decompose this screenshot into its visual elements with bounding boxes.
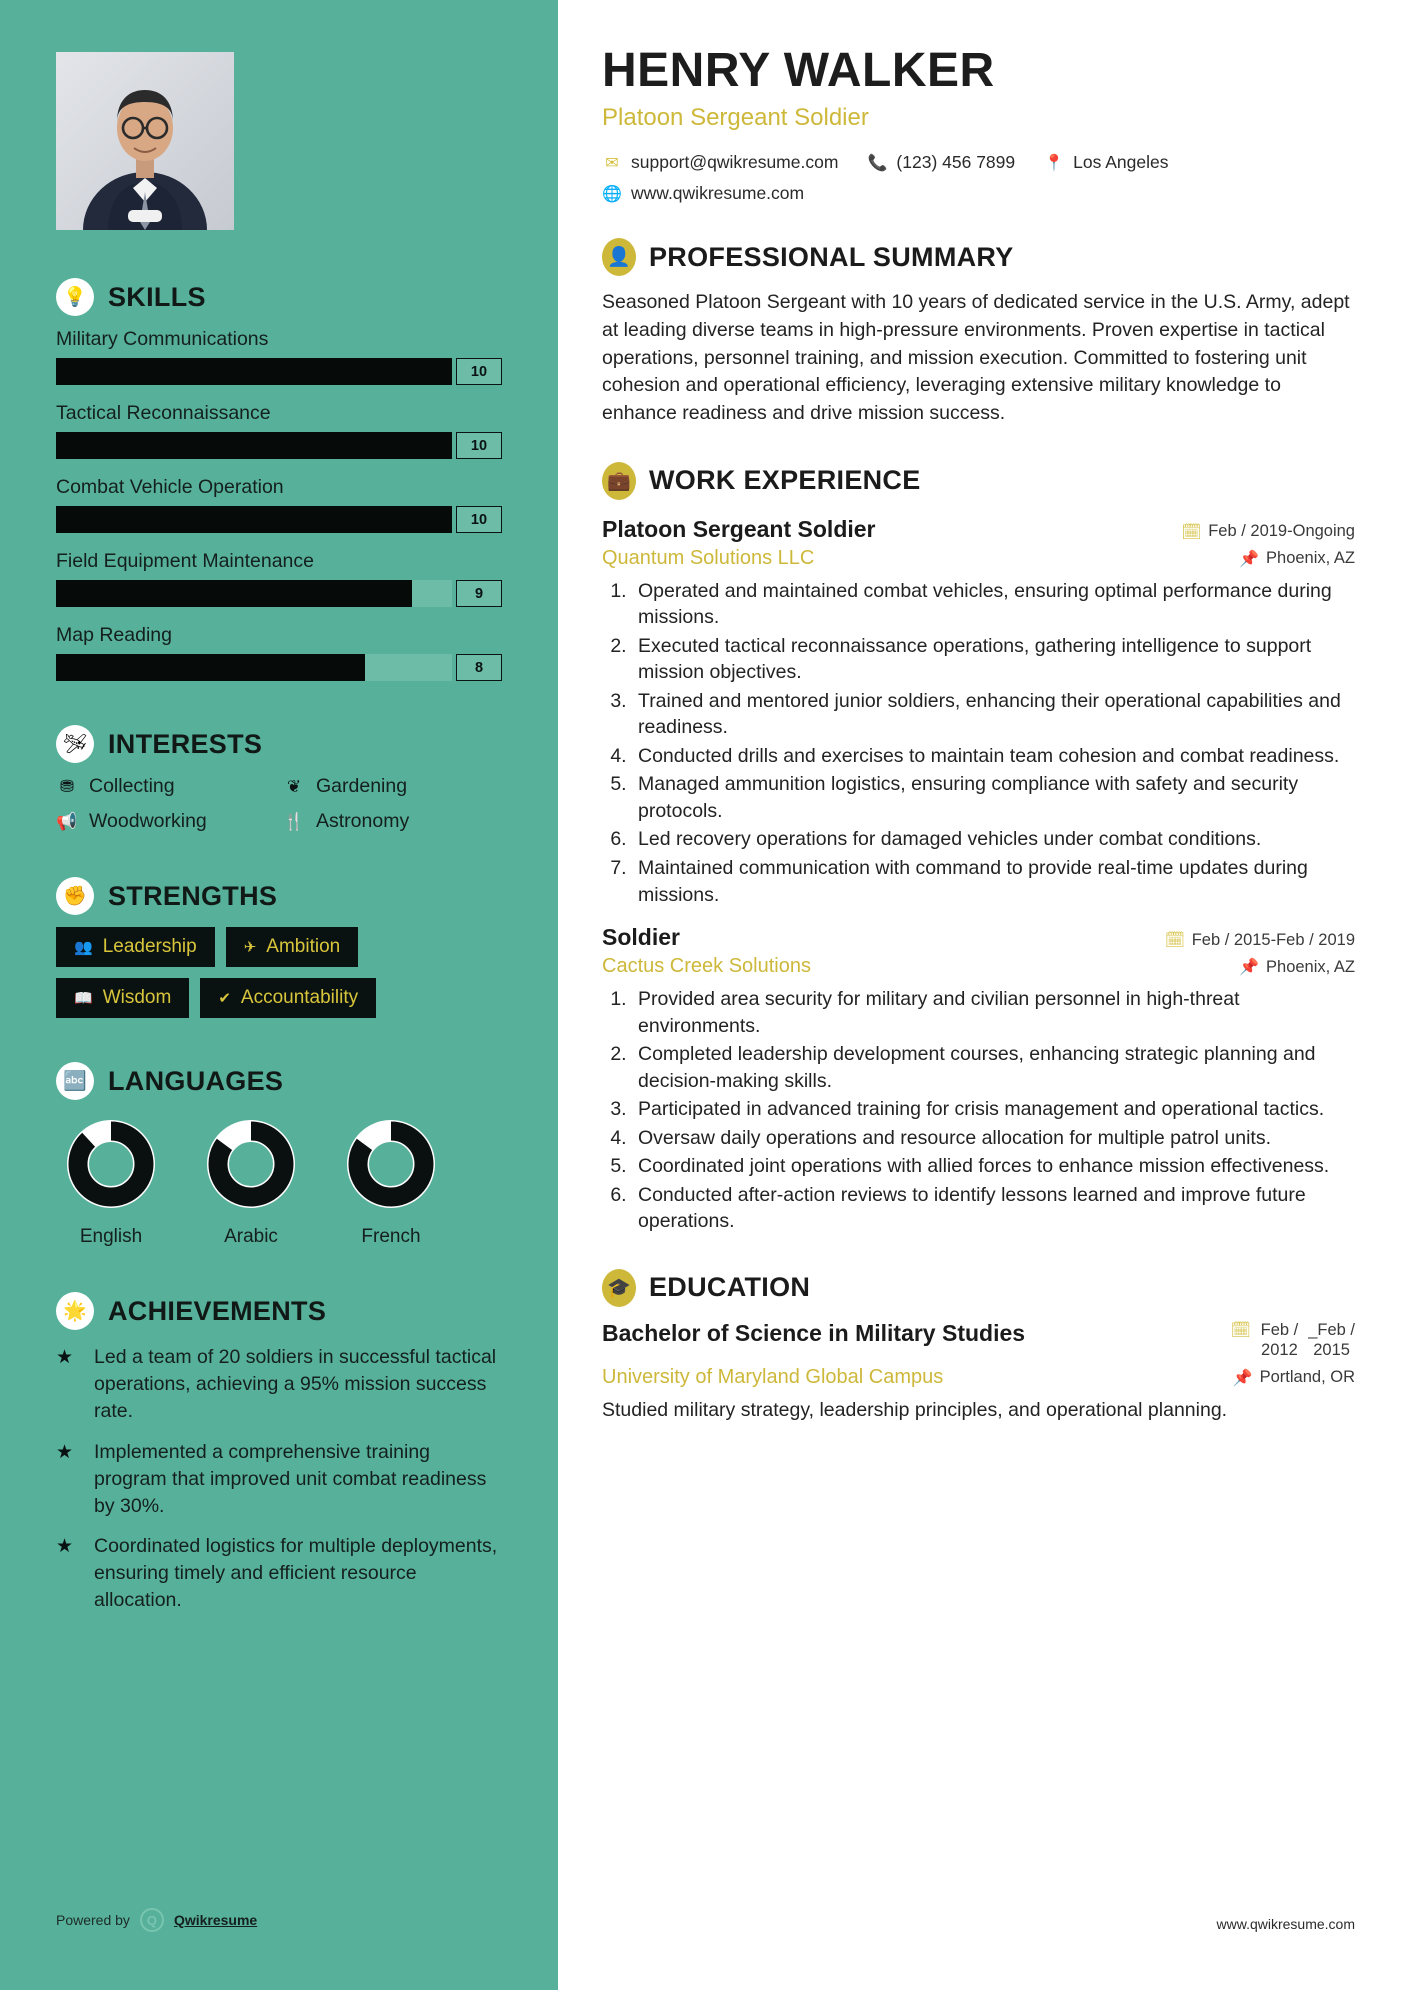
strengths-section <box>56 877 502 1018</box>
skill-bar-row <box>56 506 502 533</box>
book-icon: 📖 <box>74 990 93 1007</box>
interests-list <box>56 775 502 833</box>
languages-title: LANGUAGES <box>108 1065 284 1096</box>
language-item <box>196 1116 306 1248</box>
sidebar-footer <box>56 1908 257 1932</box>
office-chair-icon: 💼 <box>602 462 636 500</box>
strengths-header <box>56 877 502 915</box>
job-bullet: 7. Maintained communication with command to provide real-time updates during missions. <box>632 855 1355 908</box>
map-pin-icon: 📌 <box>1232 1369 1253 1387</box>
interest-label: Woodworking <box>89 810 207 832</box>
strength-chip <box>56 978 189 1018</box>
users-icon: 👥 <box>74 939 93 956</box>
sidebar <box>0 0 558 1990</box>
skill-value: 10 <box>456 432 502 459</box>
check-circle-icon: ✔ <box>218 990 231 1007</box>
school-name: University of Maryland Global Campus <box>602 1365 944 1388</box>
phone-value: (123) 456 7899 <box>896 152 1016 173</box>
achievement-text: Implemented a comprehensive training program that improved unit combat readiness by 30%. <box>94 1440 487 1517</box>
skill-label: Field Equipment Maintenance <box>56 550 314 572</box>
strength-label: Wisdom <box>102 987 172 1008</box>
skill-label: Combat Vehicle Operation <box>56 476 284 498</box>
paper-plane-icon: 🛩 <box>56 725 94 763</box>
skill-fill <box>56 654 365 681</box>
language-donut <box>203 1116 299 1212</box>
shooting-star-icon: ★ <box>56 1536 74 1558</box>
work-title: WORK EXPERIENCE <box>649 465 921 496</box>
graduation-icon: 🎓 <box>602 1269 636 1307</box>
skill-track <box>56 358 452 385</box>
achievement-item <box>56 1533 502 1614</box>
job-entry <box>602 924 1355 1235</box>
achievements-title: ACHIEVEMENTS <box>108 1295 327 1326</box>
avatar <box>56 52 234 230</box>
job-title: Soldier <box>602 924 680 951</box>
interest-item <box>56 810 275 833</box>
summary-header <box>602 238 1355 276</box>
interests-header <box>56 725 502 763</box>
interest-label: Astronomy <box>316 810 410 832</box>
phone-item[interactable] <box>867 152 1015 173</box>
languages-header <box>56 1062 502 1100</box>
education-header <box>602 1269 1355 1307</box>
achievements-list <box>56 1344 502 1614</box>
skill-track <box>56 432 452 459</box>
job-role-subtitle: Platoon Sergeant Soldier <box>602 104 869 132</box>
strength-chip <box>200 978 376 1018</box>
language-item <box>336 1116 446 1248</box>
job-sub <box>602 955 1355 978</box>
skill-item <box>56 476 502 533</box>
job-bullet: 2. Executed tactical reconnaissance operations, gathering intelligence to support mission objectives. <box>632 633 1355 686</box>
education-description: Studied military strategy, leadership principles, and operational planning. <box>602 1398 1228 1421</box>
strength-label: Ambition <box>266 936 341 957</box>
job-entry <box>602 516 1355 908</box>
language-item <box>56 1116 166 1248</box>
education-location <box>1233 1368 1355 1388</box>
interests-title: INTERESTS <box>108 728 263 759</box>
job-bullet: 4. Conducted drills and exercises to maintain team cohesion and combat readiness. <box>632 743 1355 770</box>
work-header <box>602 462 1355 500</box>
education-end-month: _Feb / <box>1308 1320 1355 1339</box>
skill-bar-row <box>56 580 502 607</box>
job-bullet: 5. Managed ammunition logistics, ensuring compliance with safety and security protocols. <box>632 771 1355 824</box>
email-value: support@qwikresume.com <box>631 152 839 173</box>
qwikresume-logo-icon: Q <box>140 1908 164 1932</box>
education-start-date <box>1261 1320 1299 1361</box>
skill-bar-row <box>56 654 502 681</box>
job-sub <box>602 547 1355 570</box>
map-pin-icon: 📌 <box>1239 550 1259 568</box>
job-top <box>602 516 1355 543</box>
skill-item <box>56 402 502 459</box>
page-title: HENRY WALKER <box>602 44 995 97</box>
job-location-value: Phoenix, AZ <box>1266 549 1355 568</box>
qwikresume-link[interactable]: Qwikresume <box>173 1912 258 1928</box>
fist-icon: ✊ <box>56 877 94 915</box>
star-icon: 🌟 <box>56 1292 94 1330</box>
rocket-icon: ✈ <box>243 939 257 956</box>
skill-track <box>56 580 452 607</box>
skill-track <box>56 654 452 681</box>
interest-label: Gardening <box>316 775 408 797</box>
strengths-title: STRENGTHS <box>108 880 278 911</box>
powered-by-label: Powered by <box>56 1912 130 1928</box>
calendar-icon: 🗓 <box>1230 1321 1251 1339</box>
job-dates <box>1181 522 1355 542</box>
skill-bar-row <box>56 432 502 459</box>
map-pin-icon: 📌 <box>1239 959 1259 977</box>
skill-label: Military Communications <box>56 328 269 350</box>
skills-section <box>56 278 502 681</box>
job-company: Cactus Creek Solutions <box>602 955 811 978</box>
skill-item <box>56 550 502 607</box>
degree-title: Bachelor of Science in Military Studies <box>602 1319 1026 1346</box>
professional-summary-section <box>602 238 1355 427</box>
education-entry-sub <box>602 1366 1355 1389</box>
map-pin-icon: 📍 <box>1044 154 1065 172</box>
location-value: Los Angeles <box>1073 152 1169 173</box>
job-bullet: 1. Operated and maintained combat vehicles, ensuring optimal performance during missions. <box>632 578 1355 631</box>
strength-chip <box>56 927 215 967</box>
summary-title: PROFESSIONAL SUMMARY <box>649 241 1014 272</box>
skill-value: 10 <box>456 358 502 385</box>
achievement-text: Led a team of 20 soldiers in successful tactical operations, achieving a 95% mission success rate. <box>94 1346 497 1422</box>
translate-icon: 🔤 <box>56 1062 94 1100</box>
interests-section <box>56 725 502 833</box>
job-location <box>1239 549 1355 569</box>
education-dates <box>1231 1320 1355 1361</box>
job-bullet: 6. Led recovery operations for damaged vehicles under combat conditions. <box>632 826 1355 853</box>
skills-title: SKILLS <box>108 281 206 312</box>
education-location-value: Portland, OR <box>1259 1368 1355 1387</box>
achievements-section <box>56 1292 502 1614</box>
job-bullet: 5. Coordinated joint operations with allied forces to enhance mission effectiveness. <box>632 1153 1355 1180</box>
contact-line-1 <box>602 152 1355 173</box>
leaf-icon: ❦ <box>286 776 302 796</box>
calendar-icon: 🗓 <box>1181 523 1202 541</box>
job-dates <box>1165 930 1355 950</box>
skills-header <box>56 278 502 316</box>
interest-item <box>283 775 502 798</box>
lightbulb-icon: 💡 <box>56 278 94 316</box>
job-bullet: 4. Oversaw daily operations and resource allocation for multiple patrol units. <box>632 1125 1355 1152</box>
skill-label: Map Reading <box>56 624 172 646</box>
skills-list <box>56 328 502 681</box>
strength-label: Leadership <box>102 936 197 957</box>
education-start-year: 2012 <box>1261 1341 1298 1360</box>
skill-value: 9 <box>456 580 502 607</box>
website-value: www.qwikresume.com <box>631 183 805 204</box>
skill-item <box>56 624 502 681</box>
language-donut <box>63 1116 159 1212</box>
job-company: Quantum Solutions LLC <box>602 546 815 569</box>
education-section <box>602 1269 1355 1424</box>
email-item[interactable] <box>602 152 838 173</box>
achievement-text: Coordinated logistics for multiple deployments, ensuring timely and efficient resource allocation. <box>94 1535 498 1612</box>
skill-track <box>56 506 452 533</box>
user-circle-icon: 👤 <box>602 238 636 276</box>
skill-bar-row <box>56 358 502 385</box>
job-bullet: 6. Conducted after-action reviews to identify lessons learned and improve future operations. <box>632 1182 1355 1235</box>
job-top <box>602 924 1355 951</box>
archive-box-icon: ⛃ <box>59 776 75 796</box>
education-start-month: Feb / <box>1260 1320 1299 1339</box>
skill-value: 10 <box>456 506 502 533</box>
language-label: Arabic <box>224 1226 278 1247</box>
strength-label: Accountability <box>240 987 359 1008</box>
website-item[interactable] <box>602 183 804 204</box>
profile-photo <box>56 52 234 230</box>
education-end-date <box>1308 1320 1355 1361</box>
job-dates-value: Feb / 2019-Ongoing <box>1208 522 1355 541</box>
location-item <box>1044 152 1168 173</box>
education-end-year: 2015 <box>1313 1341 1350 1360</box>
jobs-list <box>602 516 1355 1235</box>
shooting-star-icon: ★ <box>56 1441 74 1463</box>
contact-info <box>602 152 1355 204</box>
interest-item <box>56 775 275 798</box>
job-location-value: Phoenix, AZ <box>1266 957 1355 976</box>
job-bullet: 3. Trained and mentored junior soldiers, enhancing their operational capabilities and readiness. <box>632 688 1355 741</box>
achievement-item <box>56 1439 502 1520</box>
job-bullet: 3. Participated in advanced training for crisis management and operational tactics. <box>632 1096 1355 1123</box>
envelope-icon: ✉ <box>605 154 619 172</box>
job-dates-value: Feb / 2015-Feb / 2019 <box>1191 930 1355 949</box>
phone-icon: 📞 <box>867 154 888 172</box>
contact-line-2 <box>602 183 1355 204</box>
language-donut <box>343 1116 439 1212</box>
skill-value: 8 <box>456 654 502 681</box>
job-bullet-list <box>632 578 1355 908</box>
skill-label: Tactical Reconnaissance <box>56 402 271 424</box>
calendar-icon: 🗓 <box>1164 932 1186 950</box>
globe-icon: 🌐 <box>602 185 622 203</box>
achievement-item <box>56 1344 502 1425</box>
languages-list <box>56 1116 502 1248</box>
skill-fill <box>56 358 452 385</box>
summary-text: Seasoned Platoon Sergeant with 10 years of dedicated service in the U.S. Army, adept at leading diverse teams in high-pressure environments. Proven expertise in tactical operations, personnel training, and mission execution. Committed to fostering unit cohesion and operational efficiency, leveraging extensive military knowledge to enhance readiness and drive mission success. <box>602 291 1350 425</box>
fork-knife-icon: 🍴 <box>283 811 305 831</box>
skill-fill <box>56 432 452 459</box>
job-location <box>1239 957 1355 977</box>
interest-item <box>283 810 502 833</box>
skill-item <box>56 328 502 385</box>
achievements-header <box>56 1292 502 1330</box>
job-title: Platoon Sergeant Soldier <box>602 515 876 542</box>
main-content <box>558 0 1407 1990</box>
job-bullet: 1. Provided area security for military and civilian personnel in high-threat environments. <box>632 986 1355 1039</box>
strength-chip <box>226 927 359 967</box>
strengths-list <box>56 927 502 1018</box>
skill-fill <box>56 580 412 607</box>
education-entry-top <box>602 1320 1355 1361</box>
shooting-star-icon: ★ <box>56 1347 74 1368</box>
language-label: English <box>79 1226 143 1247</box>
work-experience-section <box>602 462 1355 1235</box>
language-label: French <box>361 1226 421 1247</box>
languages-section <box>56 1062 502 1248</box>
megaphone-icon: 📢 <box>56 811 78 831</box>
skill-fill <box>56 506 452 533</box>
interest-label: Collecting <box>89 775 175 797</box>
education-title: EDUCATION <box>649 1272 811 1303</box>
job-bullet-list <box>632 986 1355 1235</box>
job-bullet: 2. Completed leadership development courses, enhancing strategic planning and decision-making skills. <box>632 1041 1355 1094</box>
main-footer-website: www.qwikresume.com <box>1216 1916 1355 1932</box>
